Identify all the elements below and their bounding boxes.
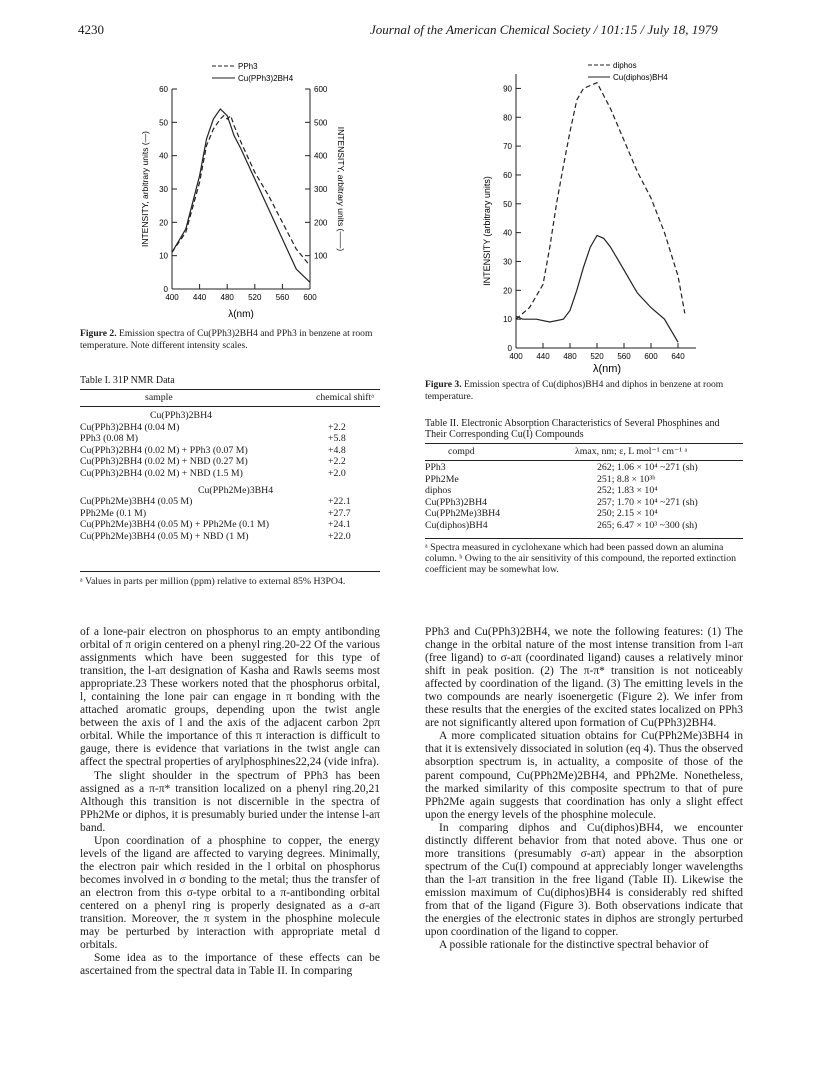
paragraph: of a lone-pair electron on phosphorus to an empty antibonding orbital of π origin centered on a phenyl ring.20-22 Of the various assignments which have been suggested for this type of transition, the l-aπ designation of Kasha and Rawls seems most appropriate.23 These workers noted that the phosphorus orbital, l, containing the lone pair can engage in π bonding with the attached aromatic groups, depending upon the twist angle between the axis of l and the axis of the adjacent carbon 2pπ orbital. While the importance of this π interaction is difficult to gauge, there is evidence that variations in the twist angle can affect the spectral properties of arylphosphines22,24 (vide infra). bbox=[80, 626, 380, 769]
x-tick-label: 600 bbox=[303, 293, 317, 302]
figure-2-chart bbox=[140, 52, 370, 324]
x-tick-label: 520 bbox=[248, 293, 262, 302]
y-tick-label: 70 bbox=[503, 142, 512, 152]
left-tick-label: 50 bbox=[159, 118, 168, 128]
cell-sample: PPh2Me (0.1 M) bbox=[80, 507, 147, 519]
cell-shift: +2.2 bbox=[328, 421, 346, 433]
left-tick-label: 10 bbox=[159, 251, 168, 261]
paragraph: Upon coordination of a phosphine to copper, the energy levels of the ligand are affected to varying degrees. Minimally, the electron pair which resided in the l orbital on phosphorus becomes involved in σ bonding to the metal; thus the transfer of an electron from this σ-type orbital to a π-antibonding orbital centered on a phenyl ring is properly designated as a σ-aπ transition. Moreover, the π system in the phosphine molecule may be perturbed by interaction with appropriate metal d orbitals. bbox=[80, 834, 380, 952]
cell-sample: Cu(PPh3)2BH4 (0.02 M) + NBD (1.5 M) bbox=[80, 468, 243, 479]
x-tick-label: 600 bbox=[644, 352, 658, 361]
right-tick-label: 400 bbox=[314, 151, 328, 161]
paragraph: PPh3 and Cu(PPh3)2BH4, we note the following features: (1) The change in the orbital nature of the most intense transition from l-aπ (free ligand) to σ-aπ (coordinated ligand) causes a relatively minor shift in peak position. (2) The π-π* transition is not noticeably affected by coordination of the ligand. (3) The emitting levels in the two compounds are nearly isoenergetic (Figure 2). We infer from these results that the energies of the excited states localized on PPh3 are not significantly altered upon formation of Cu(PPh3)2BH4. bbox=[425, 626, 743, 730]
right-axis-label: INTENSITY, arbitrary units (——) bbox=[336, 126, 346, 252]
cell-shift: +22.0 bbox=[328, 531, 351, 542]
cell-shift: +5.8 bbox=[328, 433, 346, 445]
table-row bbox=[425, 474, 743, 485]
table-1-title: Table I. 31P NMR Data bbox=[80, 375, 175, 386]
cell-absorption: 251; 8.8 × 10³ᵇ bbox=[597, 473, 656, 485]
y-axis-label: INTENSITY (arbitrary units) bbox=[482, 176, 492, 286]
x-tick-label: 440 bbox=[192, 293, 207, 302]
cell-shift: +27.7 bbox=[328, 507, 351, 519]
series-line-0 bbox=[172, 116, 310, 266]
table-2-title: Table II. Electronic Absorption Characteristics of Several Phosphines and Their Corresponding Cu(I) Compounds bbox=[425, 418, 720, 440]
paragraph: Some idea as to the importance of these effects can be ascertained from the spectral data in Table II. In comparing bbox=[80, 952, 380, 978]
left-axis-label: INTENSITY, arbitrary units (—) bbox=[140, 130, 150, 248]
x-tick-label: 480 bbox=[563, 352, 577, 361]
x-tick-label: 440 bbox=[536, 352, 550, 361]
table-row bbox=[80, 468, 380, 479]
cell-sample: Cu(PPh2Me)3BH4 (0.05 M) + PPh2Me (0.1 M) bbox=[80, 519, 269, 531]
cell-absorption: 257; 1.70 × 10⁴ ~271 (sh) bbox=[597, 496, 698, 508]
table-row bbox=[425, 520, 743, 531]
figure-2-caption-label: Figure 2. bbox=[80, 328, 117, 339]
series-line-1 bbox=[516, 236, 678, 343]
x-tick-label: 480 bbox=[220, 293, 234, 302]
cell-sample: Cu(PPh3)2BH4 (0.02 M) + PPh3 (0.07 M) bbox=[80, 444, 248, 456]
x-axis-label: λ(nm) bbox=[592, 363, 622, 375]
cell-absorption: 252; 1.83 × 10⁴ bbox=[597, 485, 658, 497]
paragraph: In comparing diphos and Cu(diphos)BH4, we encounter distinctly different behavior from that noted above. Thus one or more transitions (presumably σ-aπ) appear in the absorption spectrum of the Cu(I) compound at appreciably longer wavelengths than the l-aπ transition in the free ligand (Table II). Likewise the emission maximum of Cu(diphos)BH4 is considerably red shifted from that of the ligand (Figure 3). Both observations indicate that the energies of the electronic states in diphos are strongly perturbed upon coordination of the ligand to copper. bbox=[425, 821, 743, 939]
table-1-body bbox=[80, 408, 380, 570]
cell-absorption: 262; 1.06 × 10⁴ ~271 (sh) bbox=[597, 462, 698, 473]
cell-sample: Cu(PPh3)2BH4 (0.02 M) + NBD (0.27 M) bbox=[80, 456, 248, 468]
y-tick-label: 0 bbox=[507, 344, 512, 353]
table-row bbox=[80, 496, 380, 507]
cell-compound: Cu(diphos)BH4 bbox=[425, 520, 488, 531]
legend-label-0: diphos bbox=[613, 61, 637, 70]
figure-2-caption-text: Emission spectra of Cu(PPh3)2BH4 and PPh3 in benzene at room temperature. Note different intensity scales. bbox=[80, 328, 373, 351]
table-row bbox=[425, 485, 743, 496]
paragraph: A possible rationale for the distinctive spectral behavior of bbox=[439, 939, 709, 952]
table-row bbox=[80, 531, 380, 542]
table-row bbox=[80, 422, 380, 433]
table-row bbox=[80, 456, 380, 467]
table-1-header-sample: sample bbox=[145, 392, 173, 403]
table-row bbox=[80, 519, 380, 530]
figure-3-caption bbox=[425, 379, 745, 402]
left-tick-label: 0 bbox=[163, 285, 168, 294]
page-number: 4230 bbox=[78, 22, 104, 37]
figure-2-caption bbox=[80, 328, 380, 351]
right-tick-label: 200 bbox=[314, 218, 328, 228]
cell-compound: PPh3 bbox=[425, 462, 446, 473]
x-tick-label: 560 bbox=[275, 293, 290, 302]
series-line-0 bbox=[516, 83, 685, 320]
cell-shift: +2.0 bbox=[328, 468, 346, 479]
right-column-text bbox=[425, 626, 743, 952]
cell-sample: Cu(PPh2Me)3BH4 (0.05 M) bbox=[80, 496, 193, 508]
journal-header: Journal of the American Chemical Society / 101:15 / July 18, 1979 bbox=[370, 22, 718, 37]
y-tick-label: 60 bbox=[503, 170, 512, 180]
figure-3-caption-label: Figure 3. bbox=[425, 379, 462, 390]
table-2-header-compd: compd bbox=[448, 446, 475, 457]
x-axis-label: λ(nm) bbox=[228, 309, 254, 320]
table-2-footnote: ᵃ Spectra measured in cyclohexane which had been passed down an alumina column. ᵇ Owing to the air sensitivity of this compound, the reported extinction coefficient may be somewhat low. bbox=[425, 542, 737, 576]
cell-compound: Cu(PPh2Me)3BH4 bbox=[425, 508, 501, 520]
cell-compound: diphos bbox=[425, 485, 452, 497]
table-row bbox=[80, 508, 380, 519]
cell-compound: Cu(PPh3)2BH4 bbox=[425, 496, 488, 508]
x-tick-label: 560 bbox=[617, 352, 631, 361]
cell-sample: PPh3 (0.08 M) bbox=[80, 433, 138, 445]
y-tick-label: 50 bbox=[503, 199, 512, 209]
right-tick-label: 500 bbox=[314, 118, 328, 128]
table-row bbox=[80, 433, 380, 444]
cell-absorption: 265; 6.47 × 10³ ~300 (sh) bbox=[597, 520, 698, 531]
left-tick-label: 40 bbox=[159, 151, 168, 161]
cell-absorption: 250; 2.15 × 10⁴ bbox=[597, 508, 658, 520]
table-row bbox=[425, 508, 743, 519]
table-1-footnote: ᵃ Values in parts per million (ppm) relative to external 85% H3PO4. bbox=[80, 576, 346, 587]
paragraph: A more complicated situation obtains for Cu(PPh2Me)3BH4 in that it is extensively dissociated in solution (eq 4). Thus the observed absorption spectrum is, in actuality, a composite of those of the parent compound, Cu(PPh2Me)2BH4, and PPh2Me. Nonetheless, the marked similarity of this composite spectrum to that of pure PPh2Me again suggests that coordination has only a slight effect upon the energy levels of the phosphine molecule. bbox=[425, 730, 743, 821]
legend-label-1: Cu(diphos)BH4 bbox=[613, 73, 668, 82]
table-2-header-lambda: λmax, nm; ε, L mol⁻¹ cm⁻¹ ᵃ bbox=[575, 446, 688, 457]
x-tick-label: 640 bbox=[671, 352, 685, 361]
y-tick-label: 40 bbox=[503, 228, 512, 238]
cell-shift: +4.8 bbox=[328, 444, 346, 456]
cell-shift: +24.1 bbox=[328, 519, 351, 531]
legend-label-0: PPh3 bbox=[238, 62, 258, 71]
x-tick-label: 400 bbox=[165, 293, 179, 302]
table-1-header-shift: chemical shiftᵃ bbox=[316, 392, 374, 403]
y-tick-label: 20 bbox=[503, 286, 512, 296]
left-tick-label: 30 bbox=[159, 185, 168, 194]
table-1-section-heading: Cu(PPh2Me)3BH4 bbox=[198, 484, 274, 496]
legend-label-1: Cu(PPh3)2BH4 bbox=[238, 74, 294, 83]
table-row bbox=[425, 462, 743, 473]
paragraph: The slight shoulder in the spectrum of PPh3 has been assigned as a π-π* transition localized on a phenyl ring.20,21 Although this transition is not discernible in the spectra of PPh2Me or diphos, it is presumably buried under the intense l-aπ band. bbox=[80, 769, 380, 834]
x-tick-label: 520 bbox=[590, 352, 604, 361]
cell-shift: +22.1 bbox=[328, 496, 351, 508]
cell-shift: +2.2 bbox=[328, 456, 346, 468]
left-tick-label: 60 bbox=[159, 85, 168, 94]
cell-sample: Cu(PPh2Me)3BH4 (0.05 M) + NBD (1 M) bbox=[80, 531, 249, 542]
cell-compound: PPh2Me bbox=[425, 473, 459, 485]
y-tick-label: 10 bbox=[503, 315, 512, 325]
y-tick-label: 80 bbox=[503, 113, 512, 123]
x-tick-label: 400 bbox=[509, 352, 523, 361]
y-tick-label: 90 bbox=[503, 84, 512, 94]
right-tick-label: 300 bbox=[314, 185, 328, 194]
right-tick-label: 100 bbox=[314, 251, 328, 261]
table-row bbox=[80, 445, 380, 456]
left-tick-label: 20 bbox=[159, 218, 168, 228]
series-line-1 bbox=[172, 109, 310, 282]
y-tick-label: 30 bbox=[503, 257, 512, 267]
left-column-text bbox=[80, 626, 380, 978]
figure-3-caption-text: Emission spectra of Cu(diphos)BH4 and diphos in benzene at room temperature. bbox=[425, 379, 724, 402]
table-1-section-heading: Cu(PPh3)2BH4 bbox=[150, 410, 213, 421]
table-row bbox=[425, 497, 743, 508]
table-2-body bbox=[425, 462, 743, 536]
right-tick-label: 600 bbox=[314, 85, 328, 94]
cell-sample: Cu(PPh3)2BH4 (0.04 M) bbox=[80, 421, 180, 433]
figure-3-chart bbox=[478, 56, 728, 376]
